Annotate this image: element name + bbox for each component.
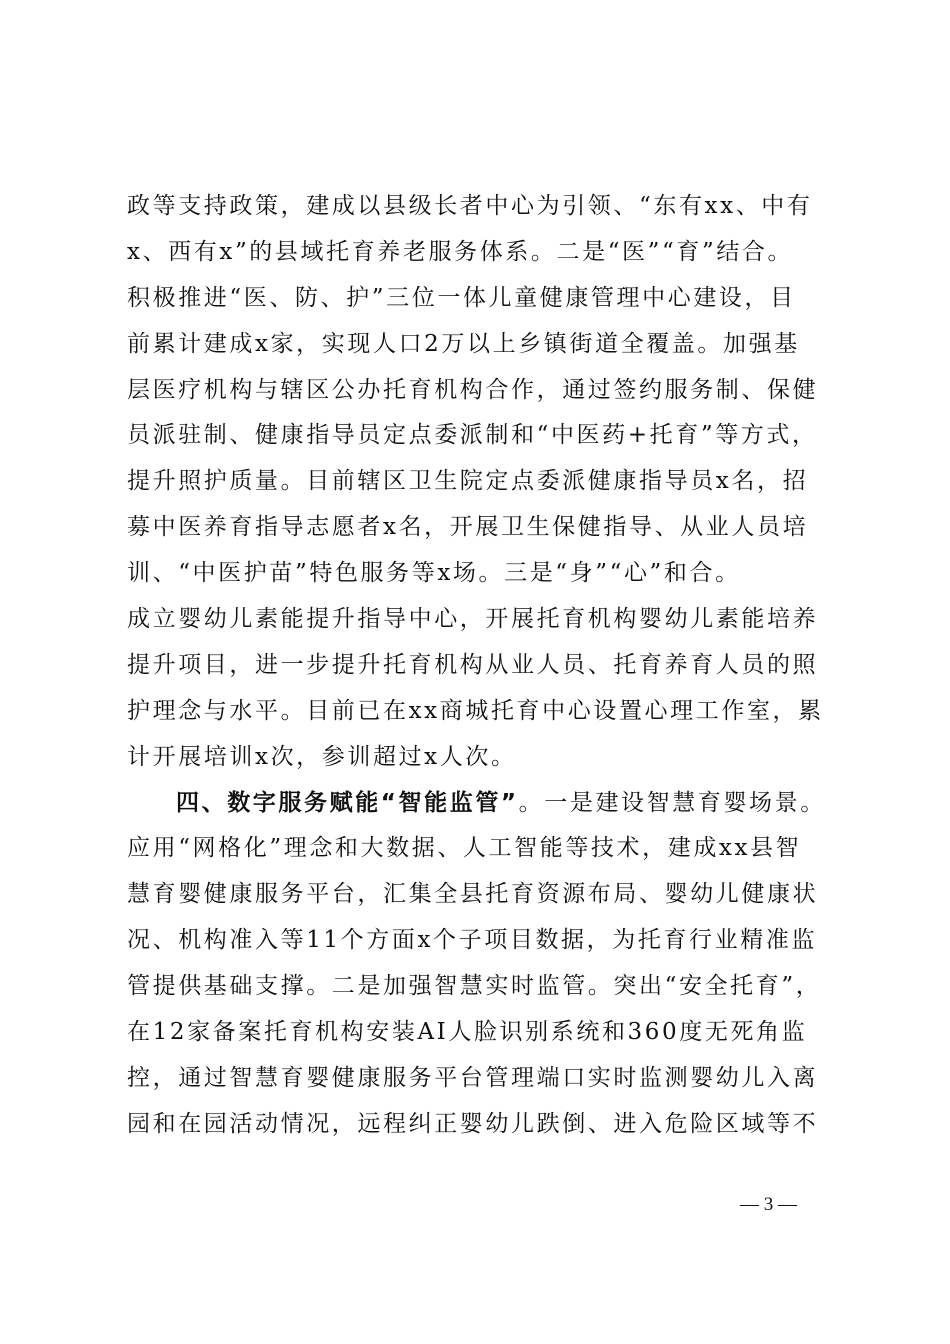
text-line: 提升项目，进一步提升托育机构从业人员、托育养育人员的照	[127, 651, 819, 678]
text-line: 员派驻制、健康指导员定点委派制和“中医药+托育”等方式，	[127, 422, 818, 449]
body-text	[127, 184, 837, 1148]
text-line: 控，通过智慧育婴健康服务平台管理端口实时监测婴幼儿入离	[127, 1064, 819, 1091]
text-line: 慧育婴健康服务平台，汇集全县托育资源布局、婴幼儿健康状	[127, 881, 819, 908]
text-line: 积极推进“医、防、护”三位一体儿童健康管理中心建设，目	[127, 284, 796, 311]
text-line: 园和在园活动情况，远程纠正婴幼儿跌倒、进入危险区域等不	[127, 1110, 819, 1137]
text-line: 募中医养育指导志愿者x名，开展卫生保健指导、从业人员培	[127, 514, 809, 541]
text-line: 管提供基础支撑。二是加强智慧实时监管。突出“安全托育”，	[127, 973, 822, 1000]
text-line: 护理念与水平。目前已在xx商城托育中心设置心理工作室，累	[127, 697, 824, 724]
text-line: 在12家备案托育机构安装AI人脸识别系统和360度无死角监	[127, 1019, 808, 1046]
section-heading-rest: 。一是建设智慧育婴场景。	[518, 789, 826, 816]
section-heading: 四、数字服务赋能“智能监管”	[176, 789, 519, 816]
text-line: 提升照护质量。目前辖区卫生院定点委派健康指导员x名，招	[127, 468, 809, 495]
text-line: 计开展培训x次，参训超过x人次。	[127, 743, 517, 770]
text-line: 应用“网格化”理念和大数据、人工智能等技术，建成xx县智	[127, 835, 802, 862]
text-line: 层医疗机构与辖区公办托育机构合作，通过签约服务制、保健	[127, 376, 819, 403]
text-line: x、西有x”的县域托育养老服务体系。二是“医”“育”结合。	[127, 238, 794, 265]
text-line: 成立婴幼儿素能提升指导中心，开展托育机构婴幼儿素能培养	[127, 606, 819, 633]
page-number: — 3 —	[740, 1194, 797, 1215]
text-line: 前累计建成x家，实现人口2万以上乡镇街道全覆盖。加强基	[127, 330, 800, 357]
text-line: 训、“中医护苗”特色服务等x场。三是“身”“心”和合。	[127, 560, 741, 587]
text-line: 况、机构准入等11个方面x个子项目数据，为托育行业精准监	[127, 927, 818, 954]
text-line: 政等支持政策，建成以县级长者中心为引领、“东有xx、中有	[127, 193, 813, 219]
section-heading-line	[127, 781, 837, 827]
